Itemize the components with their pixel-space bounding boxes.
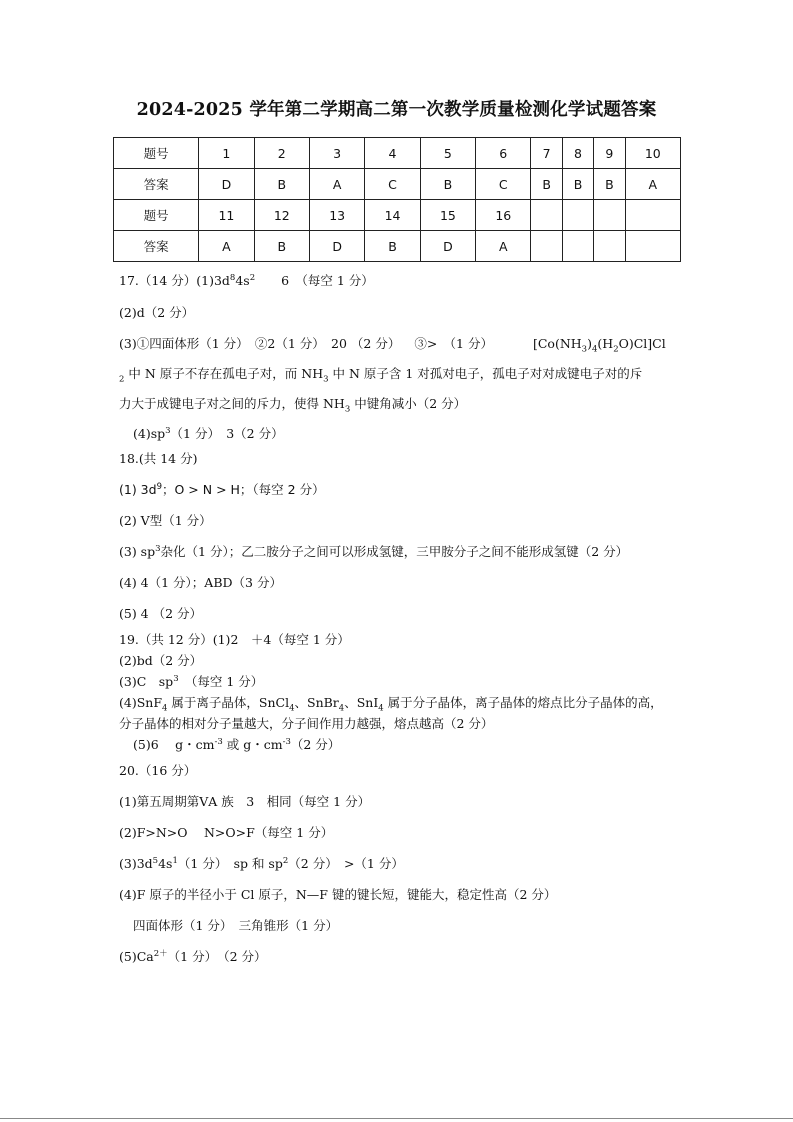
answer-cell: A	[625, 169, 680, 200]
page-title: 2024-2025 学年第二学期高二第一次教学质量检测化学试题答案	[136, 100, 657, 120]
question-number: 9	[594, 138, 625, 169]
q17-part2: (2)d（2 分）	[119, 305, 195, 320]
answer-cell: A	[199, 231, 254, 262]
answer-label: 答案	[114, 169, 199, 200]
answer-cell: B	[562, 169, 593, 200]
q18-part5: (5) 4 （2 分）	[119, 606, 203, 621]
empty-cell	[562, 231, 593, 262]
q20-part1: (1)第五周期第ⅤA 族 3 相同（每空 1 分）	[119, 794, 371, 809]
answer-cell: D	[309, 231, 364, 262]
answer-cell: B	[254, 231, 309, 262]
empty-cell	[531, 231, 562, 262]
question-number: 7	[531, 138, 562, 169]
answer-cell: A	[309, 169, 364, 200]
q20-header: 20.（16 分）	[119, 763, 197, 778]
empty-cell	[531, 200, 562, 231]
q20-part3: $(3)3d^54s^1(1$ 分） sp 和 $sp^2(2$ 分） >（1 分）	[119, 855, 404, 871]
answer-label: 答案	[114, 231, 199, 262]
answer-cell: D	[420, 231, 475, 262]
empty-cell	[594, 200, 625, 231]
question-number: 2	[254, 138, 309, 169]
answer-cell: B	[365, 231, 420, 262]
q17-part4: $(4)sp^3(1$ 分） 3（2 分）	[133, 425, 284, 441]
answer-cell: B	[254, 169, 309, 200]
question-number-label: 题号	[114, 138, 199, 169]
page-bottom-rule	[0, 1118, 793, 1119]
answer-cell: C	[365, 169, 420, 200]
q17-part3: (3)①四面体形（1 分） ②2（1 分） 20 （2 分） ③> （1 分） $[Co(NH_3)_4(H_2O)Cl]Cl$	[119, 336, 666, 355]
table-row	[114, 138, 681, 169]
q20-part4: (4)F 原子的半径小于 Cl 原子，N—F 键的键长短，键能大，稳定性高（2 分）	[119, 887, 557, 902]
q19-part5: (5)6 g・$cm^{-3}$ 或 g・$cm^{-3}(2$ 分）	[133, 736, 341, 752]
question-number: 12	[254, 200, 309, 231]
answer-cell: D	[199, 169, 254, 200]
empty-cell	[562, 200, 593, 231]
q18-part2: (2) V型（1 分）	[119, 513, 212, 528]
question-number: 5	[420, 138, 475, 169]
question-number: 4	[365, 138, 420, 169]
question-number: 6	[476, 138, 531, 169]
q20-part4-shapes: 四面体形（1 分） 三角锥形（1 分）	[133, 918, 339, 933]
q20-part2: (2)F>N>O N>O>F（每空 1 分）	[119, 825, 334, 840]
question-number: 16	[476, 200, 531, 231]
empty-cell	[594, 231, 625, 262]
question-number: 14	[365, 200, 420, 231]
q20-part5: $(5)Ca^{2+}(1$ 分） （2 分）	[119, 948, 267, 964]
empty-cell	[625, 200, 680, 231]
q18-part1: (1) $3d^9$；O > N > H；（每空 2 分）	[119, 481, 325, 497]
answer-cell: C	[476, 169, 531, 200]
q19-header: 19.（共 12 分）(1)2 ＋4（每空 1 分）	[119, 632, 350, 647]
question-number: 13	[309, 200, 364, 231]
question-number: 15	[420, 200, 475, 231]
question-number-label: 题号	[114, 200, 199, 231]
question-number: 1	[199, 138, 254, 169]
table-row	[114, 200, 681, 231]
answer-cell: B	[594, 169, 625, 200]
answer-cell: B	[531, 169, 562, 200]
q19-part3: (3)C $sp^3$ （每空 1 分）	[119, 673, 264, 689]
question-number: 11	[199, 200, 254, 231]
q18-part3: (3) $sp^3$杂化（1 分）；乙二胺分子之间可以形成氢键，三甲胺分子之间不能形成氢键（2 分）	[119, 543, 629, 559]
q18-part4: (4) 4（1 分）；ABD（3 分）	[119, 575, 282, 590]
question-number: 3	[309, 138, 364, 169]
answer-table	[113, 137, 681, 262]
q19-part2: (2)bd（2 分）	[119, 653, 203, 668]
answer-cell: B	[420, 169, 475, 200]
empty-cell	[625, 231, 680, 262]
question-number: 8	[562, 138, 593, 169]
q17-header: 17.（14 分）$(1)3d^84s^2$ 6 （每空 1 分）	[119, 272, 374, 288]
question-number: 10	[625, 138, 680, 169]
q19-part4: (4)SnF$_4$ 属于离子晶体，SnCl$_4$、SnBr$_4$、SnI$_4$ 属于分子晶体，离子晶体的熔点比分子晶体的高，	[119, 695, 663, 714]
table-row	[114, 169, 681, 200]
answer-cell: A	[476, 231, 531, 262]
q17-part3-explanation: $_2$ 中 N 原子不存在孤电子对，而 $NH_3$ 中 N 原子含 1 对孤对电子，孤电子对对成键电子对的斥	[119, 366, 643, 385]
table-row	[114, 231, 681, 262]
q17-part3-explanation-2: 力大于成键电子对之间的斥力，使得 $NH_3$ 中键角减小（2 分）	[119, 396, 467, 415]
q18-header: 18.(共 14 分)	[119, 451, 198, 466]
q19-part4-cont: 分子晶体的相对分子量越大，分子间作用力越强，熔点越高（2 分）	[119, 716, 494, 731]
